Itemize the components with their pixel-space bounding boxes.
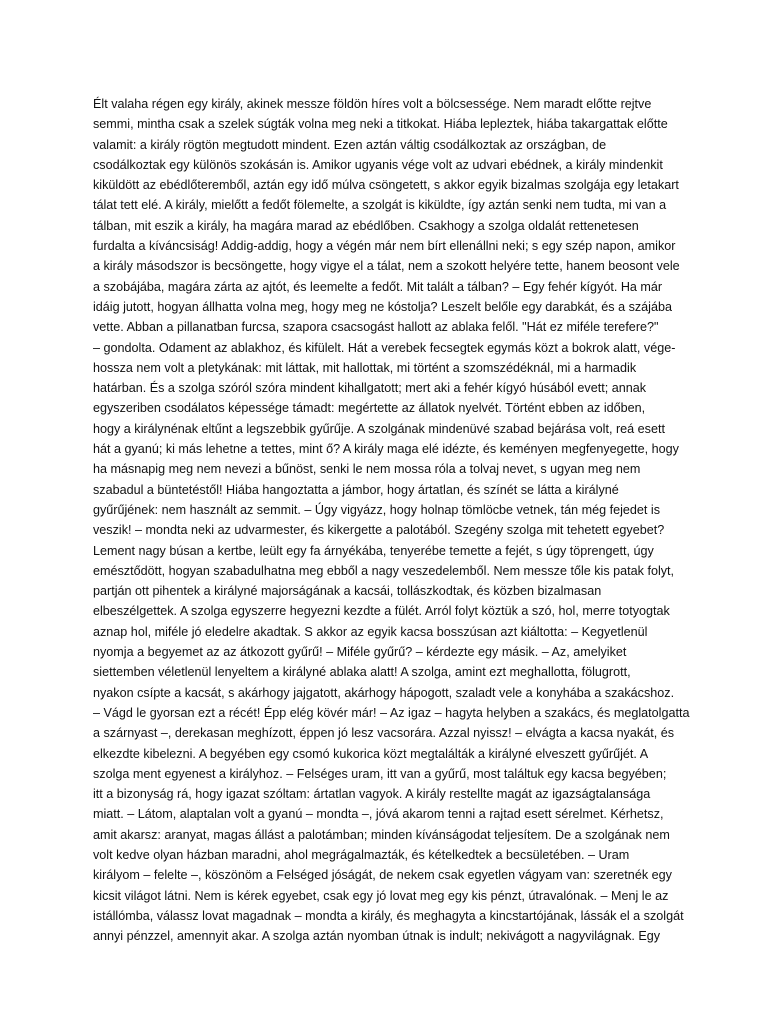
text-line: partján ott pihentek a királyné majorságának a kacsái, tollászkodtak, és közben bizalmasan [93, 584, 602, 599]
text-line: hogy a királynénak eltűnt a legszebbik gyűrűje. A szolgának mindenüvé szabad bejárása volt, reá esett [93, 421, 665, 436]
text-line: – Vágd le gyorsan ezt a récét! Épp elég kövér már! – Az igaz – hagyta helyben a szakács, és meglatolgatta [93, 705, 690, 720]
story-text [93, 94, 693, 946]
text-line: nyakon csípte a kacsát, s akárhogy jajgatott, akárhogy hápogott, szaladt vele a konyhába a szakácshoz. [93, 685, 675, 700]
text-line: tálban, mit eszik a király, ha magára marad az ebédlőben. Csakhogy a szolga oldalát rettenetesen [93, 218, 639, 233]
text-line: nyomja a begyemet az az átkozott gyűrű! – Miféle gyűrű? – kérdezte egy másik. – Az, amelyiket [93, 645, 627, 660]
text-line: semmi, mintha csak a szelek súgták volna meg neki a titkokat. Hiába lepleztek, hiába takargattak előtte [93, 117, 668, 132]
text-line: miatt. – Látom, alaptalan volt a gyanú – mondta –, jóvá akarom tenni a rajtad esett sérelmet. Kérhetsz, [93, 807, 664, 822]
text-line: valamit: a király rögtön megtudott mindent. Ezen aztán váltig csodálkoztak az országban, de [93, 137, 607, 152]
text-line: annyi pénzzel, amennyit akar. A szolga aztán nyomban útnak is indult; nekivágott a nagyvilágnak. Egy [93, 929, 661, 944]
text-line: itt a bizonyság rá, hogy igazat szóltam: ártatlan vagyok. A király restellte magát az igazságtalansága [93, 787, 651, 802]
text-line: szabadul a büntetéstől! Hiába hangoztatta a jámbor, hogy ártatlan, és színét se látta a királyné [93, 482, 619, 497]
text-line: furdalta a kíváncsiság! Addig-addig, hogy a végén már nem bírt ellenállni neki; s egy szép napon, amikor [93, 239, 676, 254]
text-line: kicsit világot látni. Nem is kérek egyebet, csak egy jó lovat meg egy kis pénzt, útravalónak. – Menj le az [93, 888, 669, 903]
text-line: volt kedve olyan házban maradni, ahol megrágalmazták, és kételkedtek a becsületében. – Uram [93, 847, 630, 862]
text-line: Élt valaha régen egy király, akinek messze földön híres volt a bölcsessége. Nem maradt előtte rejtve [93, 97, 652, 111]
text-line: kiküldött az ebédlőteremből, aztán egy idő múlva csöngetett, s akkor egyik bizalmas szolgája egy letakart [93, 178, 679, 193]
text-line: – gondolta. Odament az ablakhoz, és kifülelt. Hát a verebek fecsegtek egymás közt a bokrok alatt, vége- [93, 340, 676, 355]
text-line: határban. És a szolga szóról szóra mindent kihallgatott; mert aki a fehér kígyó húsából evett; annak [93, 381, 647, 396]
text-line: a király másodszor is becsöngette, hogy vigye el a tálat, nem a szokott helyére tette, hanem beosont vele [93, 259, 680, 274]
text-line: a szárnyast –, derekasan meghízott, éppen jó lesz vacsorára. Azzal nyissz! – elvágta a kacsa nyakát, és [93, 726, 675, 741]
text-line: emésztődött, hogyan szabadulhatna meg ebből a nagy veszedelemből. Nem messze tőle kis patak folyt, [93, 563, 675, 578]
text-line: siettemben véletlenül lenyeltem a királyné ablaka alatt! A szolga, amint ezt meghallotta, fölugrott, [93, 665, 631, 680]
text-line: elbeszélgettek. A szolga egyszerre hegyezni kezdte a fülét. Arról folyt köztük a szó, hol, merre totyogtak [93, 604, 670, 619]
text-line: királyom – felelte –, köszönöm a Felséged jóságát, de nekem csak egyetlen vágyam van: szeretnék egy [93, 868, 672, 883]
text-line: egyszeriben csodálatos képessége támadt: megértette az állatok nyelvét. Történt ebben az időben, [93, 401, 646, 416]
text-line: idáig jutott, hogyan állhatta volna meg, hogy meg ne kóstolja? Leszelt belőle egy darabkát, és a szájába [93, 299, 672, 314]
text-line: hossza nem volt a pletykának: mit láttak, mit hallottak, mi történt a szomszédéknál, mi a harmadik [93, 360, 637, 375]
text-line: istállómba, válassz lovat magadnak – mondta a király, és meghagyta a kincstartójának, lássák el a szolgát [93, 908, 684, 923]
text-line: aznap hol, miféle jó eledelre akadtak. S akkor az egyik kacsa bosszúsan azt kiáltotta: – Kegyetlenül [93, 624, 648, 639]
text-line: Lement nagy búsan a kertbe, leült egy fa árnyékába, tenyerébe temette a fejét, s úgy töprengett, úgy [93, 543, 654, 558]
text-line: vette. Abban a pillanatban furcsa, szapora csacsogást hallott az ablaka felől. "Hát ez miféle terefere?" [93, 320, 659, 335]
text-line: ha másnapig meg nem nevezi a bűnöst, senki le nem mossa róla a tolvaj nevet, s ugyan meg nem [93, 462, 641, 477]
text-line: gyűrűjének: nem használt az semmit. – Úgy vigyázz, hogy holnap tömlöcbe vetnek, tán még fejedet is [93, 502, 661, 517]
text-line: csodálkoztak egy különös szokásán is. Amikor ugyanis vége volt az udvari ebédnek, a király mindenkit [93, 157, 663, 172]
text-line: elkezdte kibelezni. A begyében egy csomó kukorica közt megtalálták a királyné elveszett gyűrűjét. A [93, 746, 649, 761]
text-line: veszik! – mondta neki az udvarmester, és kikergette a palotából. Szegény szolga mit tehetett egyebet? [93, 523, 665, 538]
text-line: szolga ment egyenest a királyhoz. – Felséges uram, itt van a gyűrű, most találtuk egy kacsa begyében; [93, 766, 667, 781]
text-line: a szobájába, magára zárta az ajtót, és leemelte a fedőt. Mit talált a tálban? – Egy fehér kígyót. Ha már [93, 279, 663, 294]
text-line: amit akarsz: aranyat, magas állást a palotámban; minden kívánságodat teljesítem. De a szolgának nem [93, 827, 670, 842]
text-line: tálat tett elé. A király, mielőtt a fedőt fölemelte, a szolgát is kiküldte, így aztán senki nem tudta, mi van a [93, 198, 667, 213]
text-line: hát a gyanú; ki más lehetne a tettes, mint ő? A király maga elé idézte, és keményen megfenyegette, hogy [93, 442, 679, 457]
